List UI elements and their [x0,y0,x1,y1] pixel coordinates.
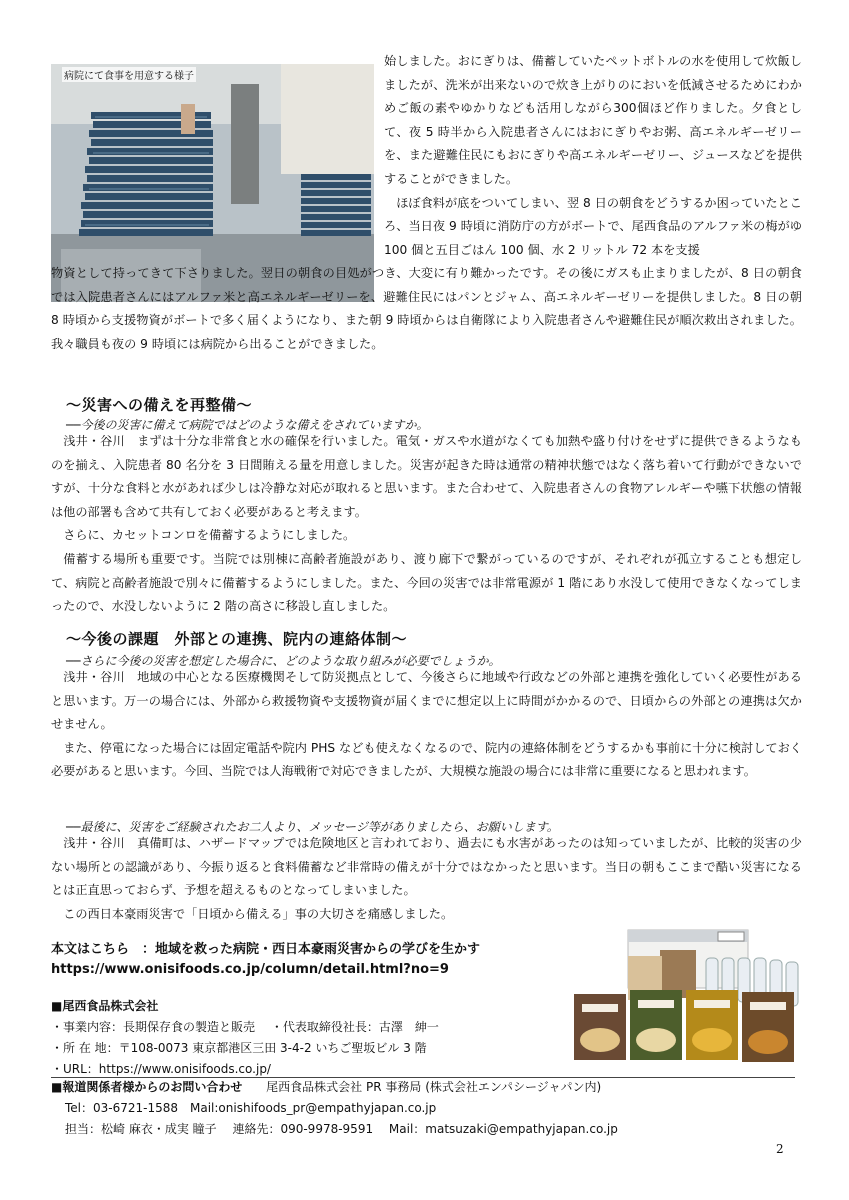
photo-caption: 病院にて食事を用意する様子 [62,67,196,82]
company-heading: ■尾西食品株式会社 [51,999,159,1013]
press-contact [51,1077,618,1140]
story-paragraph: 物資として持ってきて下さりました。翌日の朝食の目処がつき、大変に有り難かったです。その後にガスも止まりましたが、8 日の朝食では入院患者さんにはアルファ米と高エネルギーゼリーを、避難住民にはパンとジャム、高エネルギーゼリーを提供しました。8 日の朝 8 時頃から支援物資がボートで多く届くようになり、また朝 9 時頃からは自衛隊により入院患者さんや避難住民が順次救出されました。我々職員も夜の 9 時頃には病院から出ることができました。 [51,266,802,351]
page-number: 2 [776,1142,784,1156]
answer-paragraph: また、停電になった場合には固定電話や院内 PHS なども使えなくなるので、院内の連絡体制をどうするかも事前に十分に検討しておく必要があると思います。今回、当院では人海戦術で対応できましたが、大規模な施設の場合には非常に重要になると思われます。 [51,740,802,779]
answer-paragraph: さらに、カセットコンロを備蓄するようにしました。 [63,528,356,543]
press-org: 尾西食品株式会社 PR 事務局 (株式会社エンパシージャパン内) [266,1080,602,1094]
story-full-width [51,262,802,356]
press-heading: ■報道関係者様からのお問い合わせ [51,1080,243,1094]
section-heading: ～災害への備えを再整備～ [66,396,253,414]
press-tel-mail: Tel：03-6721-1588 Mail:onishifoods_pr@empathyjapan.co.jp [65,1101,437,1115]
answer-paragraph: 備蓄する場所も重要です。当院では別棟に高齢者施設があり、渡り廊下で繋がっているのですが、それぞれが孤立することも想定して、病院と高齢者施設で別々に備蓄するようにしました。また、今回の災害では非常電源が 1 階にあり水没して使用できなくなってしまったので、水没しないように 2 階の高さに移設し直しました。 [51,551,802,614]
company-business-line: ・事業内容：長期保存食の製造と販売 ・代表取締役社長：古澤 紳一 [51,1020,439,1034]
interview-question: ──今後の災害に備えて病院ではどのような備えをされていますか。 [66,418,429,432]
story-paragraph: 始しました。おにぎりは、備蓄していたペットボトルの水を使用して炊飯しましたが、洗米が出来ないので炊き上がりのにおいを低減させるためにわかめご飯の素やゆかりなども活用しながら300個ほど作りました。夕食として、夜 5 時半から入院患者さんにはおにぎりやお粥、高エネルギーゼリーを、また避難住民にもおにぎりや高エネルギーゼリー、ジュースなどを提供することができました。 [384,54,802,186]
article-url-link[interactable]: https://www.onisifoods.co.jp/column/detail.html?no=9 [51,962,449,977]
company-url-link[interactable]: ・URL：https://www.onisifoods.co.jp/ [51,1062,271,1076]
answer-paragraph: 浅井・谷川 地域の中心となる医療機関そして防災拠点として、今後さらに地域や行政などの外部と連携を強化していく必要性があると思います。万一の場合には、外部から救援物資や支援物資が届くまでに想定以上に時間がかかるので、日頃からの外部との連携は欠かせません。 [51,670,802,732]
company-info [51,996,439,1080]
story-paragraph: ほぼ食料が底をついてしまい、翌 8 日の朝食をどうするか困っていたところ、当日夜 9 時頃に消防庁の方がボートで、尾西食品のアルファ米の梅がゆ 100 個と五目ごはん 100 個、水 2 リットル 72 本を支援 [384,195,802,257]
closing-body [51,832,802,926]
section-body [51,430,802,619]
interview-question: ──最後に、災害をご経験されたお二人より、メッセージ等がありましたら、お願いします。 [66,820,559,834]
section-heading: ～今後の課題 外部との連携、院内の連絡体制～ [66,630,408,648]
article-link-block [51,940,480,980]
interview-question: ──さらに今後の災害を想定した場合に、どのような取り組みが必要でしょうか。 [66,654,501,668]
article-link-title: 本文はこちら ：地域を救った病院・西日本豪雨災害からの学びを生かす [51,942,481,957]
section-body [51,666,802,784]
answer-paragraph: 浅井・谷川 真備町は、ハザードマップでは危険地区と言われており、過去にも水害があったのは知っていましたが、比較的災害の少ない場所との認識があり、今振り返ると食料備蓄など非常時の備えが十分ではなかったと思います。当日の朝もここまで酷い災害になるとは正直思っておらず、予想を超えるものとなってしまいました。 [51,836,802,898]
story-right-column [384,50,802,262]
answer-paragraph: この西日本豪雨災害で「日頃から備える」事の大切さを痛感しました。 [63,906,454,921]
products-photo [568,928,804,1068]
company-address-line: ・所 在 地：〒108-0073 東京都港区三田 3-4-2 いちご聖坂ビル 3 階 [51,1041,427,1055]
press-contact-person: 担当：松崎 麻衣・成実 瞳子 連絡先：090-9978-9591 Mail：matsuzaki@empathyjapan.co.jp [65,1122,618,1136]
answer-paragraph: 浅井・谷川 まずは十分な非常食と水の確保を行いました。電気・ガスや水道がなくても加熱や盛り付けをせずに提供できるようなものを揃え、入院患者 80 名分を 3 日間賄える量を用意しました。災害が起きた時は通常の精神状態ではなく落ち着いて行動ができないですが、十分な食料と水があれば少しは冷静な対応が取れると思います。また合わせて、入院患者さんの食物アレルギーや嚥下状態の情報は他の部署も含めて共有しておく必要があると考えます。 [51,434,802,519]
